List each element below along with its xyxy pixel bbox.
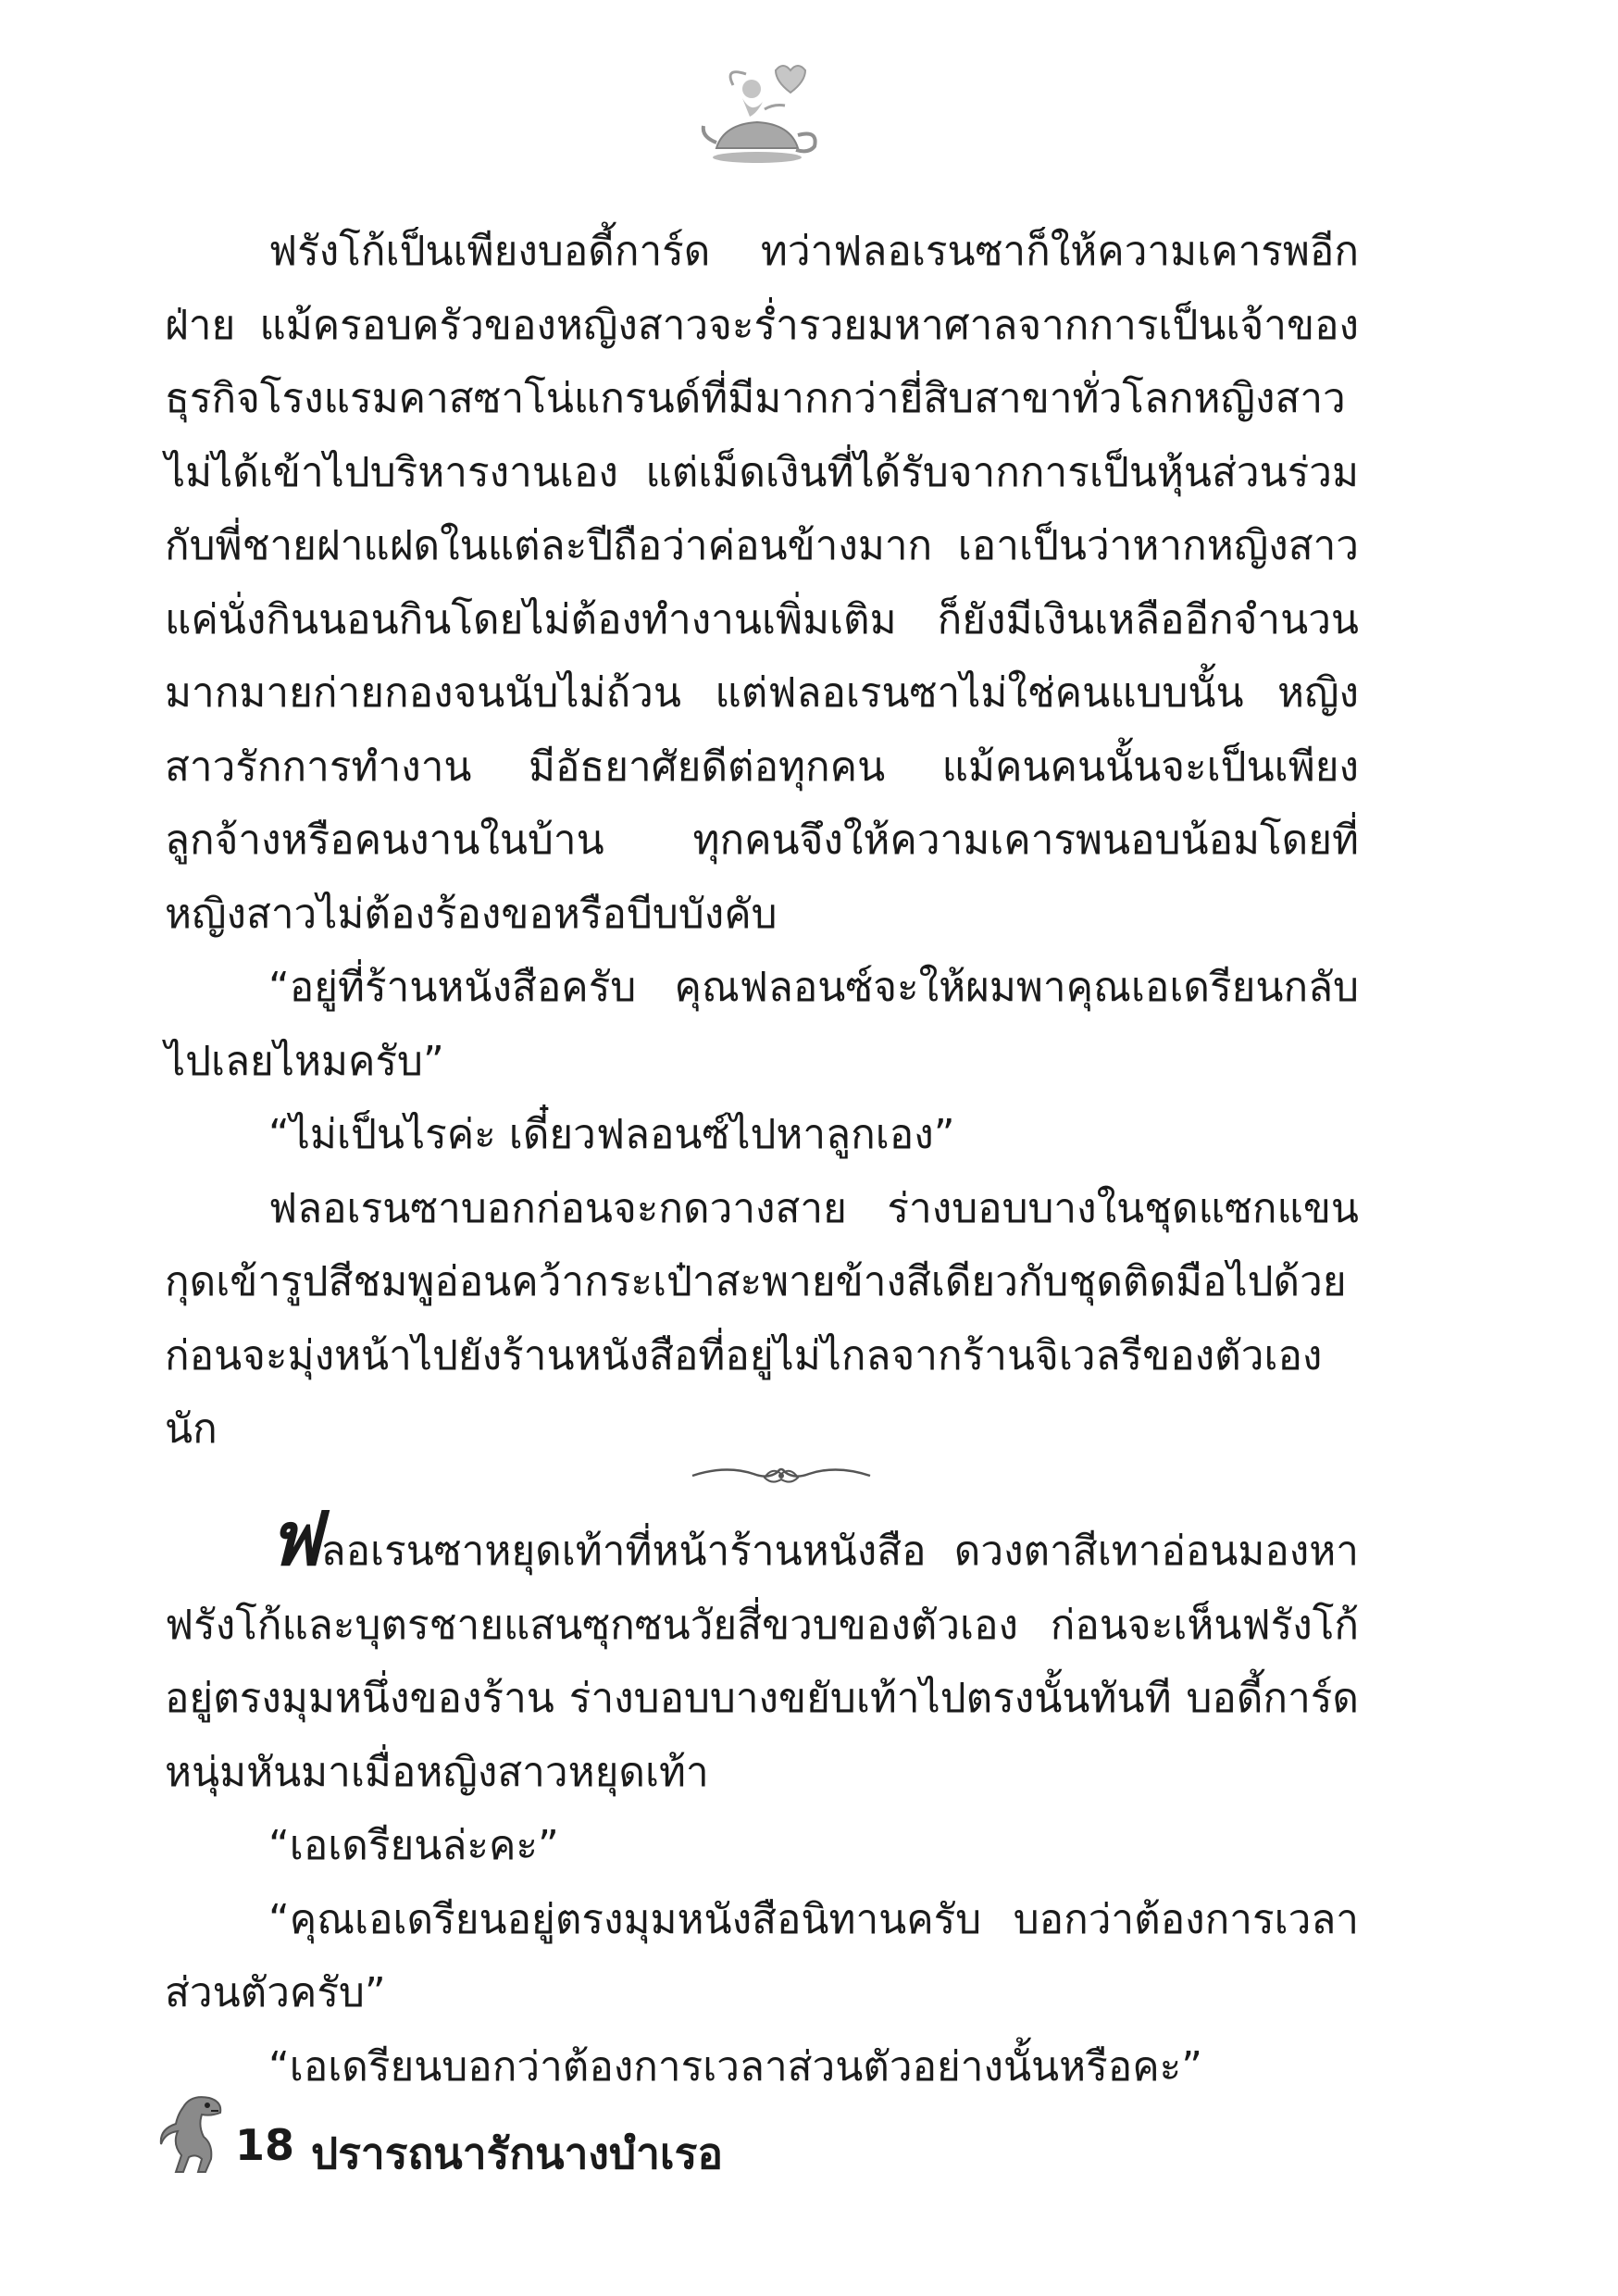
dinosaur-mascot-icon [156,2089,244,2177]
paragraph: “ไม่เป็นไรค่ะ เดี๋ยวฟลอนซ์ไปหาลูกเอง” [268,1111,955,1158]
paragraph: “คุณเอเดรียนอยู่ตรงมุมหนังสือนิทานครับ บอกว่าต้องการเวลาส่วนตัวครับ” [165,1895,1359,2016]
paragraph: ฟลอเรนซาบอกก่อนจะกดวางสาย ร่างบอบบางในชุดแซกแขนกุดเข้ารูปสีชมพูอ่อนคว้ากระเป๋าสะพายข้างสีเดียวกับชุดติดมือไปด้วยก่อนจะมุ่งหน้าไปยังร้านหนังสือที่อยู่ไม่ไกลจากร้านจิเวลรีของตัวเองนัก [165,1184,1359,1453]
book-title: ปรารถนารักนางบำเรอ [311,2128,723,2178]
body-text-part-2 [165,1496,1359,2103]
paragraph: “เอเดรียนบอกว่าต้องการเวลาส่วนตัวอย่างนั้นหรือคะ” [268,2042,1203,2090]
paragraph-text: ลอเรนซาหยุดเท้าที่หน้าร้านหนังสือ ดวงตาสีเทาอ่อนมองหาฟรังโก้และบุตรชายแสนซุกซนวัยสี่ขวบของตัวเอง ก่อนจะเห็นฟรังโก้อยู่ตรงมุมหนึ่งของร้าน ร่างบอบบางขยับเท้าไปตรงนั้นทันที บอดี้การ์ดหนุ่มหันมาเมื่อหญิงสาวหยุดเท้า [165,1528,1359,1796]
paragraph: ฟรังโก้เป็นเพียงบอดี้การ์ด ทว่าฟลอเรนซาก็ให้ความเคารพอีกฝ่าย แม้ครอบครัวของหญิงสาวจะร่ำรวยมหาศาลจากการเป็นเจ้าของธุรกิจโรงแรมคาสซาโน่แกรนด์ที่มีมากกว่ายี่สิบสาขาทั่วโลกหญิงสาวไม่ได้เข้าไปบริหารงานเอง แต่เม็ดเงินที่ได้รับจากการเป็นหุ้นส่วนร่วมกับพี่ชายฝาแฝดในแต่ละปีถือว่าค่อนข้างมาก เอาเป็นว่าหากหญิงสาวแค่นั่งกินนอนกินโดยไม่ต้องทำงานเพิ่มเติม ก็ยังมีเงินเหลืออีกจำนวนมากมายก่ายกองจนนับไม่ถ้วน แต่ฟลอเรนซาไม่ใช่คนแบบนั้น หญิงสาวรักการทำงาน มีอัธยาศัยดีต่อทุกคน แม้คนคนนั้นจะเป็นเพียงลูกจ้างหรือคนงานในบ้าน ทุกคนจึงให้ความเคารพนอบน้อมโดยที่หญิงสาวไม่ต้องร้องขอหรือบีบบังคับ [165,228,1359,938]
page-number: 18 [235,2120,295,2170]
paragraph: “เอเดรียนล่ะคะ” [268,1822,559,1869]
page-footer [156,2089,989,2181]
paragraph: “อยู่ที่ร้านหนังสือครับ คุณฟลอนซ์จะให้ผมพาคุณเอเดรียนกลับไปเลยไหมครับ” [165,964,1359,1085]
paragraph [165,1496,1359,1809]
section-divider-flourish-icon [689,1455,874,1492]
body-text-part-1 [165,215,1359,1466]
drop-cap: ฟ [268,1496,321,1582]
cupid-teapot-ornament-icon [696,57,826,167]
